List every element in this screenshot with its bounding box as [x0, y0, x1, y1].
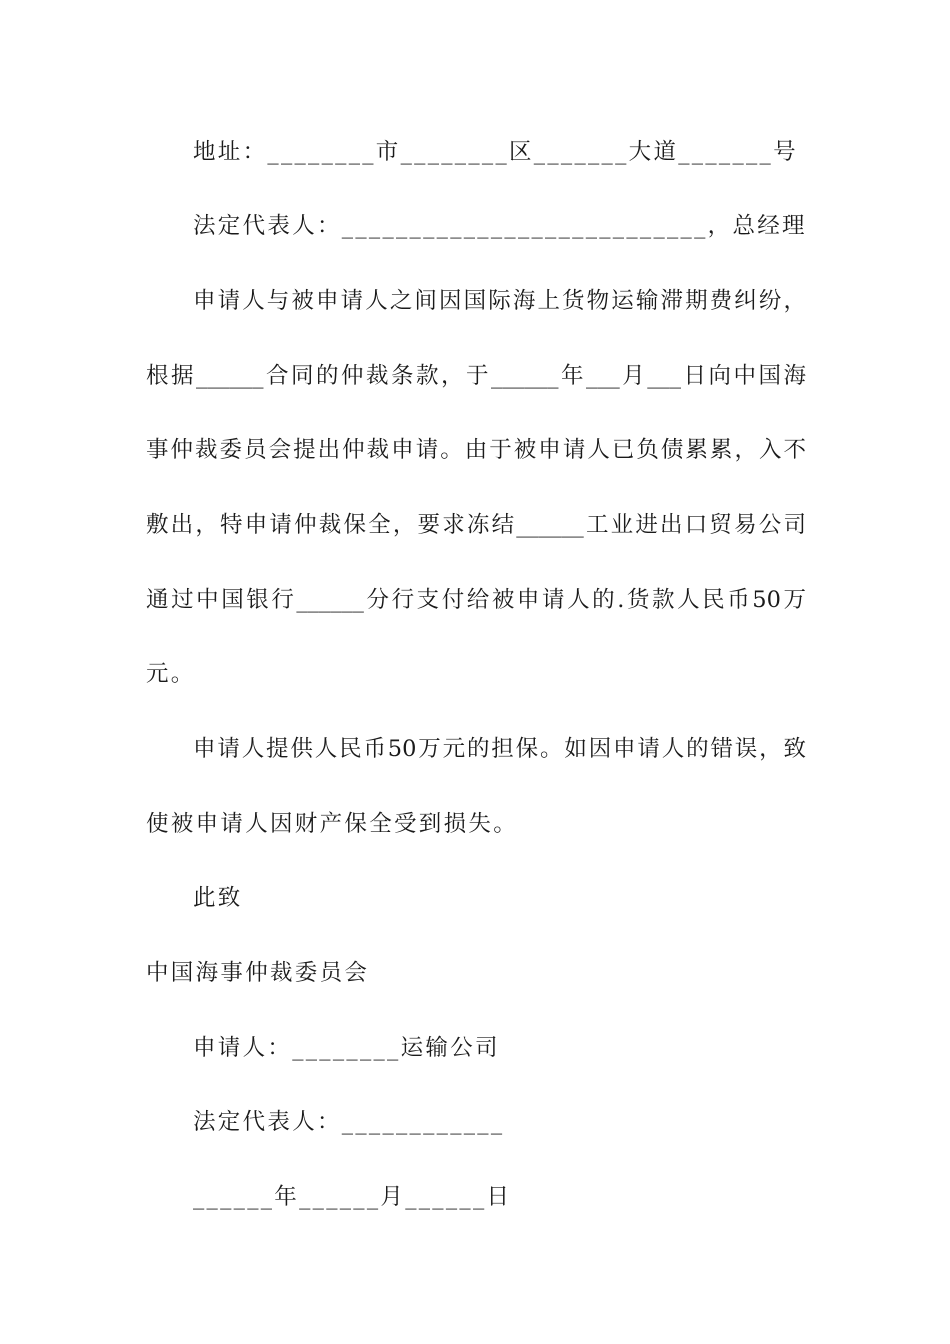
date-line: ______年______月______日 — [193, 1184, 512, 1210]
legal-representative-line: 法定代表人：___________________________，总经理 — [193, 213, 807, 239]
recipient: 中国海事仲裁委员会 — [146, 960, 370, 986]
paragraph-line: 事仲裁委员会提出仲裁申请。由于被申请人已负债累累，入不 — [146, 437, 806, 463]
paragraph-line: 敷出，特申请仲裁保全，要求冻结______工业进出口贸易公司 — [146, 512, 806, 538]
signature-legal-representative: 法定代表人：____________ — [193, 1109, 505, 1135]
applicant-signature: 申请人：________运输公司 — [193, 1035, 500, 1061]
guarantee-line: 申请人提供人民币50万元的担保。如因申请人的错误，致 — [193, 736, 806, 762]
paragraph-line: 根据______合同的仲裁条款，于______年___月___日向中国海 — [146, 363, 806, 389]
address-line: 地址：________市________区_______大道_______号 — [193, 139, 798, 165]
paragraph-line: 申请人与被申请人之间因国际海上货物运输滞期费纠纷， — [193, 288, 806, 314]
salutation: 此致 — [193, 885, 243, 911]
guarantee-line: 使被申请人因财产保全受到损失。 — [146, 811, 519, 837]
paragraph-line: 通过中国银行______分行支付给被申请人的.货款人民币50万 — [146, 587, 806, 613]
paragraph-line: 元。 — [146, 661, 196, 687]
